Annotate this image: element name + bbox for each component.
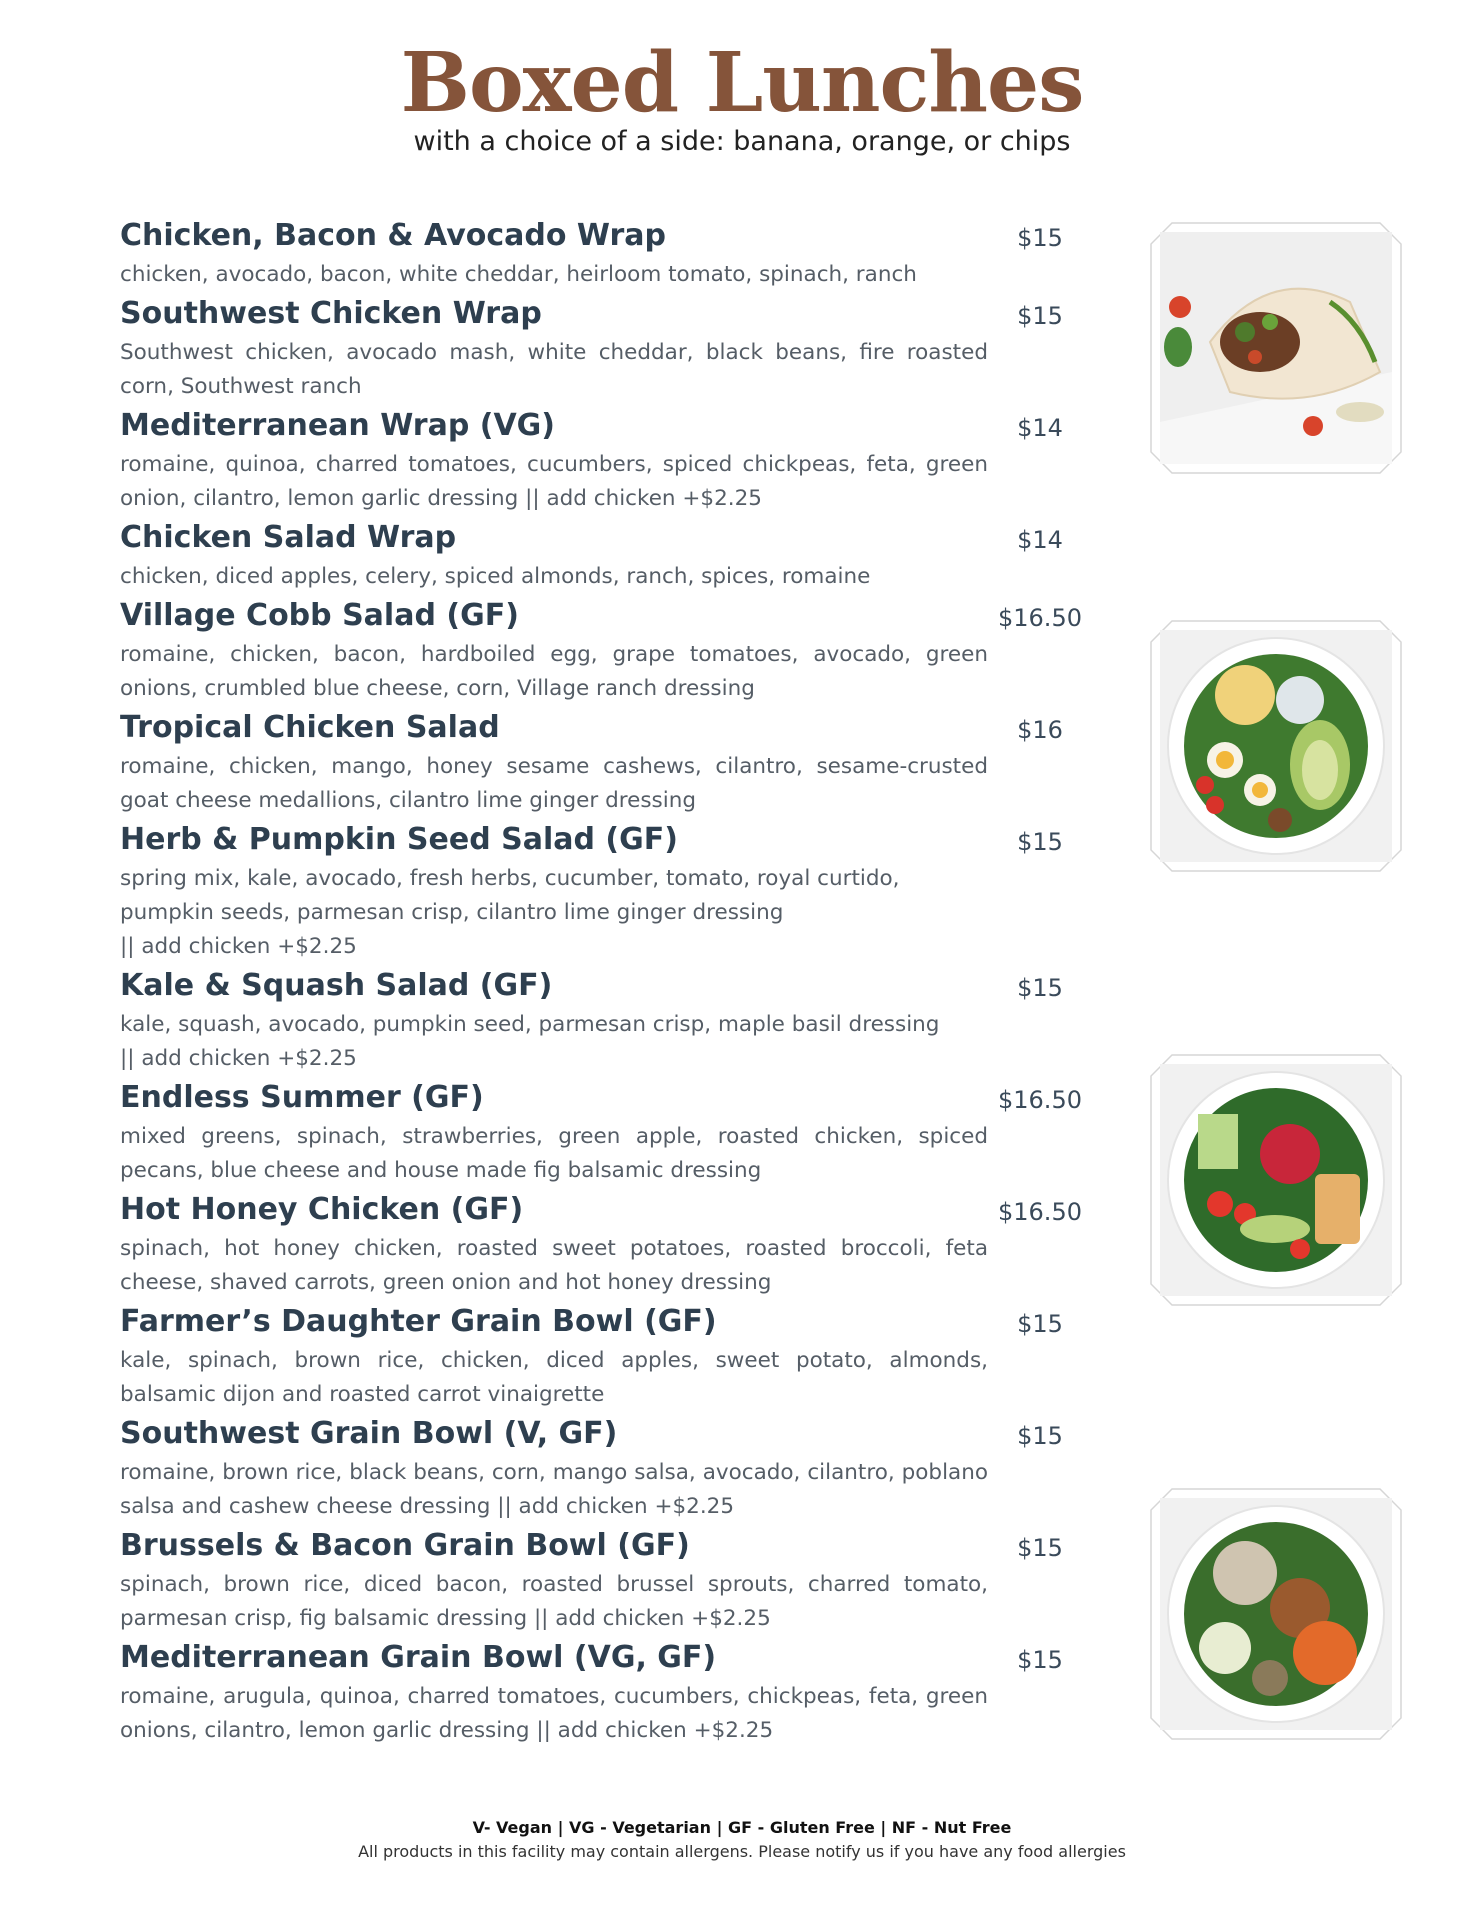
item-description: romaine, chicken, mango, honey sesame cashews, cilantro, sesame-crusted goat cheese medallions, cilantro lime ginger dressing bbox=[120, 754, 988, 813]
item-price: $15 bbox=[1017, 1422, 1063, 1450]
item-name: Hot Honey Chicken (GF) bbox=[120, 1192, 524, 1227]
dietary-legend: V- Vegan | VG - Vegetarian | GF - Gluten Free | NF - Nut Free bbox=[472, 1818, 1012, 1837]
item-description-line: kale, squash, avocado, pumpkin seed, parmesan crisp, maple basil dressing bbox=[120, 1012, 940, 1037]
menu-item bbox=[120, 406, 1100, 516]
item-price: $15 bbox=[1017, 828, 1063, 856]
item-price: $15 bbox=[1017, 1534, 1063, 1562]
item-price: $14 bbox=[1017, 414, 1063, 442]
item-description bbox=[120, 1008, 988, 1076]
cobb-salad-photo bbox=[1150, 620, 1402, 872]
item-description: romaine, quinoa, charred tomatoes, cucumbers, spiced chickpeas, feta, green onion, cilantro, lemon garlic dressing || add chicken +$2.25 bbox=[120, 452, 988, 511]
menu-header bbox=[0, 35, 1484, 158]
menu-list bbox=[120, 216, 1100, 1748]
item-price: $14 bbox=[1017, 526, 1063, 554]
item-name: Mediterranean Grain Bowl (VG, GF) bbox=[120, 1640, 717, 1675]
menu-item bbox=[120, 1414, 1100, 1524]
item-price: $16 bbox=[1017, 716, 1063, 744]
item-name: Kale & Squash Salad (GF) bbox=[120, 968, 553, 1003]
menu-item bbox=[120, 1078, 1100, 1188]
menu-item bbox=[120, 966, 1100, 1076]
item-description: chicken, avocado, bacon, white cheddar, heirloom tomato, spinach, ranch bbox=[120, 262, 917, 287]
menu-item bbox=[120, 518, 1100, 594]
menu-item bbox=[120, 820, 1100, 964]
allergen-disclaimer: All products in this facility may contain allergens. Please notify us if you have any food allergies bbox=[358, 1842, 1126, 1861]
endless-summer-photo bbox=[1150, 1054, 1402, 1306]
wrap-photo bbox=[1150, 222, 1402, 474]
item-description-line: pumpkin seeds, parmesan crisp, cilantro lime ginger dressing bbox=[120, 900, 784, 925]
item-price: $16.50 bbox=[998, 604, 1082, 632]
page-title: Boxed Lunches bbox=[400, 35, 1084, 131]
item-description: chicken, diced apples, celery, spiced almonds, ranch, spices, romaine bbox=[120, 564, 871, 589]
item-description: spinach, hot honey chicken, roasted sweet potatoes, roasted broccoli, feta cheese, shaved carrots, green onion and hot honey dressing bbox=[120, 1236, 988, 1295]
item-description-line: || add chicken +$2.25 bbox=[120, 1046, 357, 1071]
menu-item bbox=[120, 294, 1100, 404]
menu-item bbox=[120, 1638, 1100, 1748]
item-description-line: || add chicken +$2.25 bbox=[120, 934, 357, 959]
item-price: $16.50 bbox=[998, 1198, 1082, 1226]
item-name: Farmer’s Daughter Grain Bowl (GF) bbox=[120, 1304, 717, 1339]
wrap-illustration bbox=[1150, 222, 1402, 474]
menu-item bbox=[120, 1526, 1100, 1636]
item-price: $15 bbox=[1017, 224, 1063, 252]
item-name: Village Cobb Salad (GF) bbox=[120, 598, 519, 633]
item-name: Tropical Chicken Salad bbox=[120, 710, 500, 745]
item-description: Southwest chicken, avocado mash, white cheddar, black beans, fire roasted corn, Southwest ranch bbox=[120, 340, 988, 399]
item-name: Brussels & Bacon Grain Bowl (GF) bbox=[120, 1528, 690, 1563]
menu-item bbox=[120, 708, 1100, 818]
item-description: romaine, arugula, quinoa, charred tomatoes, cucumbers, chickpeas, feta, green onions, cilantro, lemon garlic dressing || add chicken +$2.25 bbox=[120, 1684, 988, 1743]
item-name: Chicken Salad Wrap bbox=[120, 520, 457, 555]
item-price: $15 bbox=[1017, 302, 1063, 330]
endless-summer-illustration bbox=[1150, 1054, 1402, 1306]
item-price: $15 bbox=[1017, 1310, 1063, 1338]
item-name: Southwest Grain Bowl (V, GF) bbox=[120, 1416, 618, 1451]
item-name: Southwest Chicken Wrap bbox=[120, 296, 542, 331]
item-name: Herb & Pumpkin Seed Salad (GF) bbox=[120, 822, 678, 857]
item-description: romaine, brown rice, black beans, corn, mango salsa, avocado, cilantro, poblano salsa and cashew cheese dressing || add chicken +$2.25 bbox=[120, 1460, 988, 1519]
page-subtitle: with a choice of a side: banana, orange, or chips bbox=[413, 126, 1071, 158]
menu-item bbox=[120, 216, 1100, 292]
cobb-salad-illustration bbox=[1150, 620, 1402, 872]
menu-item bbox=[120, 1302, 1100, 1412]
item-price: $16.50 bbox=[998, 1086, 1082, 1114]
item-description: spinach, brown rice, diced bacon, roasted brussel sprouts, charred tomato, parmesan crisp, fig balsamic dressing || add chicken +$2.25 bbox=[120, 1572, 988, 1631]
item-price: $15 bbox=[1017, 1646, 1063, 1674]
item-description: romaine, chicken, bacon, hardboiled egg, grape tomatoes, avocado, green onions, crumbled blue cheese, corn, Village ranch dressing bbox=[120, 642, 988, 701]
item-description-line: spring mix, kale, avocado, fresh herbs, cucumber, tomato, royal curtido, bbox=[120, 866, 900, 891]
item-description: mixed greens, spinach, strawberries, green apple, roasted chicken, spiced pecans, blue cheese and house made fig balsamic dressing bbox=[120, 1124, 988, 1183]
grain-bowl-illustration bbox=[1150, 1488, 1402, 1740]
menu-item bbox=[120, 1190, 1100, 1300]
item-name: Endless Summer (GF) bbox=[120, 1080, 484, 1115]
item-name: Mediterranean Wrap (VG) bbox=[120, 408, 556, 443]
item-description bbox=[120, 862, 988, 964]
menu-item bbox=[120, 596, 1100, 706]
grain-bowl-photo bbox=[1150, 1488, 1402, 1740]
item-name: Chicken, Bacon & Avocado Wrap bbox=[120, 218, 666, 253]
item-price: $15 bbox=[1017, 974, 1063, 1002]
item-description: kale, spinach, brown rice, chicken, diced apples, sweet potato, almonds, balsamic dijon and roasted carrot vinaigrette bbox=[120, 1348, 988, 1407]
